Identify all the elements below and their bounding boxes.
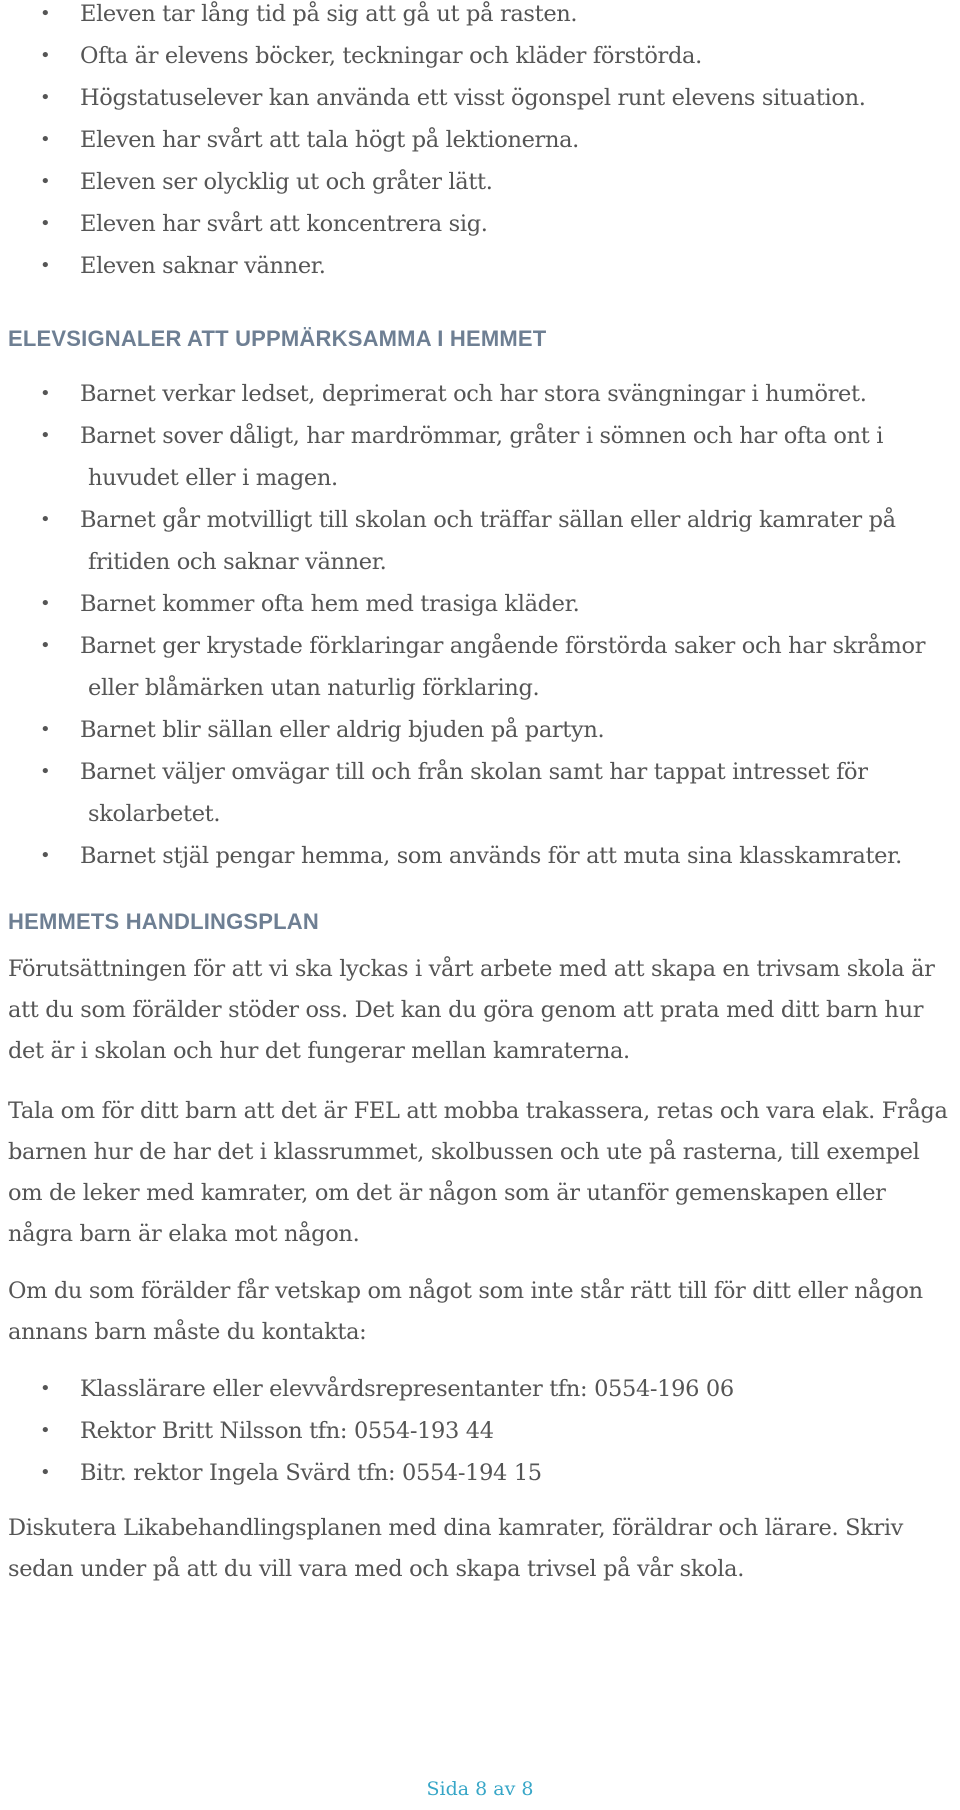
list-item: • Barnet väljer omvägar till och från skolan samt har tappat intresset för skolarbetet. [40, 751, 940, 835]
page-number: Sida 8 av 8 [426, 1778, 534, 1800]
section-heading-action-plan: HEMMETS HANDLINGSPLAN [8, 909, 319, 934]
bullet-icon: • [40, 87, 51, 108]
paragraph: Förutsättningen för att vi ska lyckas i vårt arbete med att skapa en trivsam skola är att du som förälder stöder oss. Det kan du göra genom att prata med ditt barn hur det är i skolan och hur det fungerar mellan kamraterna. [8, 956, 935, 1064]
bullet-icon: • [40, 635, 51, 656]
list-item: • Eleven har svårt att tala högt på lektionerna. [40, 119, 940, 161]
list-item: • Barnet stjäl pengar hemma, som används för att muta sina klasskamrater. [40, 835, 940, 877]
bullet-icon: • [40, 761, 51, 782]
paragraph: Diskutera Likabehandlingsplanen med dina kamrater, föräldrar och lärare. Skriv sedan under på att du vill vara med och skapa trivsel på vår skola. [8, 1515, 904, 1582]
bullet-icon: • [40, 129, 51, 150]
paragraph: Tala om för ditt barn att det är FEL att mobba trakassera, retas och vara elak. Fråga barnen hur de har det i klassrummet, skolbussen och ute på rasterna, till exempel om de leker med kamrater, om det är någon som är utanför gemenskapen eller några barn är elaka mot någon. [8, 1098, 948, 1247]
list-item: • Högstatuselever kan använda ett visst ögonspel runt elevens situation. [40, 77, 940, 119]
bullet-icon: • [40, 383, 51, 404]
list-item: • Eleven ser olycklig ut och gråter lätt. [40, 161, 940, 203]
bullet-icon: • [40, 509, 51, 530]
list-item: • Rektor Britt Nilsson tfn: 0554-193 44 [40, 1410, 940, 1452]
list-item: • Klasslärare eller elevvårdsrepresentanter tfn: 0554-196 06 [40, 1368, 940, 1410]
contacts-list [40, 1368, 940, 1494]
list-item: • Barnet blir sällan eller aldrig bjuden på partyn. [40, 709, 940, 751]
bullet-icon: • [40, 1462, 51, 1483]
bullet-icon: • [40, 593, 51, 614]
bullet-icon: • [40, 1420, 51, 1441]
bullet-icon: • [40, 171, 51, 192]
list-item: • Barnet verkar ledset, deprimerat och har stora svängningar i humöret. [40, 373, 940, 415]
bullet-icon: • [40, 425, 51, 446]
bullet-icon: • [40, 213, 51, 234]
list-item: • Eleven saknar vänner. [40, 245, 940, 287]
student-signals-list [40, 0, 940, 287]
bullet-icon: • [40, 719, 51, 740]
list-item: • Eleven har svårt att koncentrera sig. [40, 203, 940, 245]
list-item: • Barnet sover dåligt, har mardrömmar, gråter i sömnen och har ofta ont i huvudet eller i magen. [40, 415, 940, 499]
list-item: • Barnet kommer ofta hem med trasiga kläder. [40, 583, 940, 625]
bullet-icon: • [40, 845, 51, 866]
section-heading-home-signals: ELEVSIGNALER ATT UPPMÄRKSAMMA I HEMMET [8, 326, 547, 351]
list-item: • Bitr. rektor Ingela Svärd tfn: 0554-194 15 [40, 1452, 940, 1494]
bullet-icon: • [40, 1378, 51, 1399]
list-item: • Barnet ger krystade förklaringar angående förstörda saker och har skråmor eller blåmärken utan naturlig förklaring. [40, 625, 940, 709]
bullet-icon: • [40, 3, 51, 24]
paragraph: Om du som förälder får vetskap om något som inte står rätt till för ditt eller någon annans barn måste du kontakta: [8, 1278, 923, 1345]
home-signals-list [40, 373, 940, 877]
list-item: • Ofta är elevens böcker, teckningar och kläder förstörda. [40, 35, 940, 77]
list-item: • Barnet går motvilligt till skolan och träffar sällan eller aldrig kamrater på fritiden och saknar vänner. [40, 499, 940, 583]
list-item: • Eleven tar lång tid på sig att gå ut på rasten. [40, 0, 940, 35]
bullet-icon: • [40, 45, 51, 66]
bullet-icon: • [40, 255, 51, 276]
